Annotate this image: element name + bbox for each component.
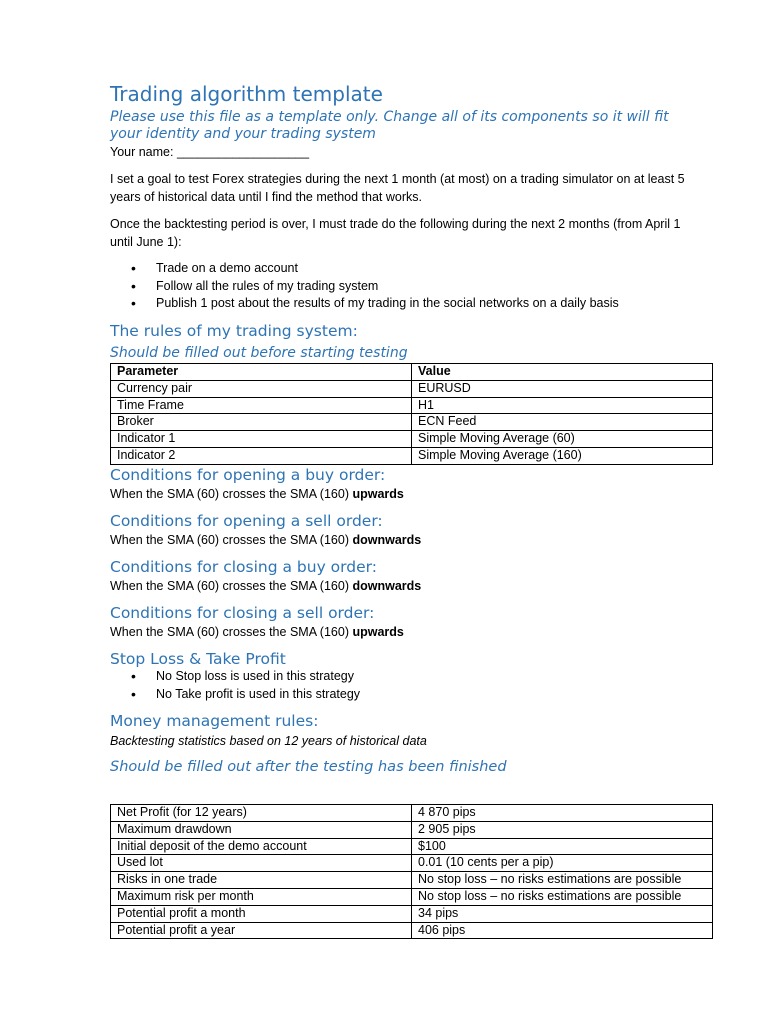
money-subheading: Should be filled out after the testing has been finished	[110, 759, 507, 775]
table-cell: 0.01 (10 cents per a pip)	[412, 855, 713, 872]
table-cell: ECN Feed	[412, 414, 713, 431]
statistics-table	[110, 804, 713, 939]
table-cell: 2 905 pips	[412, 821, 713, 838]
table-cell: Simple Moving Average (60)	[412, 431, 713, 448]
table-cell: $100	[412, 838, 713, 855]
table-row	[111, 380, 713, 397]
table-cell: No stop loss – no risks estimations are possible	[412, 888, 713, 905]
table-row	[111, 414, 713, 431]
list-item: • Trade on a demo account	[110, 260, 619, 278]
stoploss-heading: Stop Loss & Take Profit	[110, 650, 286, 668]
buy-open-heading: Conditions for opening a buy order:	[110, 466, 386, 484]
table-cell: Risks in one trade	[111, 872, 412, 889]
table-row	[111, 838, 713, 855]
table-cell: Broker	[111, 414, 412, 431]
rules-table	[110, 363, 713, 465]
table-cell: Initial deposit of the demo account	[111, 838, 412, 855]
table-cell: 34 pips	[412, 905, 713, 922]
table-cell: Maximum risk per month	[111, 888, 412, 905]
page-title: Trading algorithm template	[110, 82, 383, 106]
subtitle-line-2: your identity and your trading system	[110, 126, 376, 142]
table-header-cell: Parameter	[111, 364, 412, 381]
goal-paragraph-line-1: I set a goal to test Forex strategies during the next 1 month (at most) on a trading simulator on at least 5	[110, 172, 685, 186]
list-item: • No Take profit is used in this strategy	[110, 686, 360, 704]
after-paragraph-line-1: Once the backtesting period is over, I must trade do the following during the next 2 months (from April 1	[110, 217, 681, 231]
table-row	[111, 447, 713, 464]
table-row	[111, 905, 713, 922]
goal-paragraph-line-2: years of historical data until I find the method that works.	[110, 190, 422, 204]
table-cell: Maximum drawdown	[111, 821, 412, 838]
table-cell: Net Profit (for 12 years)	[111, 805, 412, 822]
stoploss-bullet-list	[110, 668, 360, 703]
table-header-row	[111, 364, 713, 381]
table-row	[111, 397, 713, 414]
money-heading: Money management rules:	[110, 712, 319, 730]
sell-open-condition: When the SMA (60) crosses the SMA (160) downwards	[110, 533, 422, 547]
sell-open-heading: Conditions for opening a sell order:	[110, 512, 383, 530]
table-header-cell: Value	[412, 364, 713, 381]
table-cell: Potential profit a year	[111, 922, 412, 939]
table-row	[111, 821, 713, 838]
rules-heading: The rules of my trading system:	[110, 322, 358, 340]
table-row	[111, 888, 713, 905]
table-cell: EURUSD	[412, 380, 713, 397]
table-cell: Currency pair	[111, 380, 412, 397]
table-cell: H1	[412, 397, 713, 414]
sell-close-heading: Conditions for closing a sell order:	[110, 604, 375, 622]
table-row	[111, 922, 713, 939]
table-cell: Simple Moving Average (160)	[412, 447, 713, 464]
table-cell: Used lot	[111, 855, 412, 872]
list-item: • Publish 1 post about the results of my trading in the social networks on a daily basis	[110, 295, 619, 313]
after-paragraph-line-2: until June 1):	[110, 235, 182, 249]
list-item: • Follow all the rules of my trading system	[110, 278, 619, 296]
table-row	[111, 431, 713, 448]
buy-close-condition: When the SMA (60) crosses the SMA (160) downwards	[110, 579, 422, 593]
table-row	[111, 805, 713, 822]
goal-bullet-list	[110, 260, 619, 313]
table-cell: Time Frame	[111, 397, 412, 414]
table-cell: 4 870 pips	[412, 805, 713, 822]
table-cell: Indicator 2	[111, 447, 412, 464]
table-cell: Potential profit a month	[111, 905, 412, 922]
list-item: • No Stop loss is used in this strategy	[110, 668, 360, 686]
buy-open-condition: When the SMA (60) crosses the SMA (160) upwards	[110, 487, 404, 501]
sell-close-condition: When the SMA (60) crosses the SMA (160) upwards	[110, 625, 404, 639]
table-row	[111, 855, 713, 872]
buy-close-heading: Conditions for closing a buy order:	[110, 558, 377, 576]
rules-subheading: Should be filled out before starting testing	[110, 345, 408, 361]
table-cell: Indicator 1	[111, 431, 412, 448]
subtitle-line-1: Please use this file as a template only. Change all of its components so it will fit	[110, 109, 669, 125]
table-cell: 406 pips	[412, 922, 713, 939]
money-note: Backtesting statistics based on 12 years of historical data	[110, 734, 427, 748]
table-row	[111, 872, 713, 889]
table-cell: No stop loss – no risks estimations are possible	[412, 872, 713, 889]
your-name-field: Your name: ___________________	[110, 145, 310, 159]
